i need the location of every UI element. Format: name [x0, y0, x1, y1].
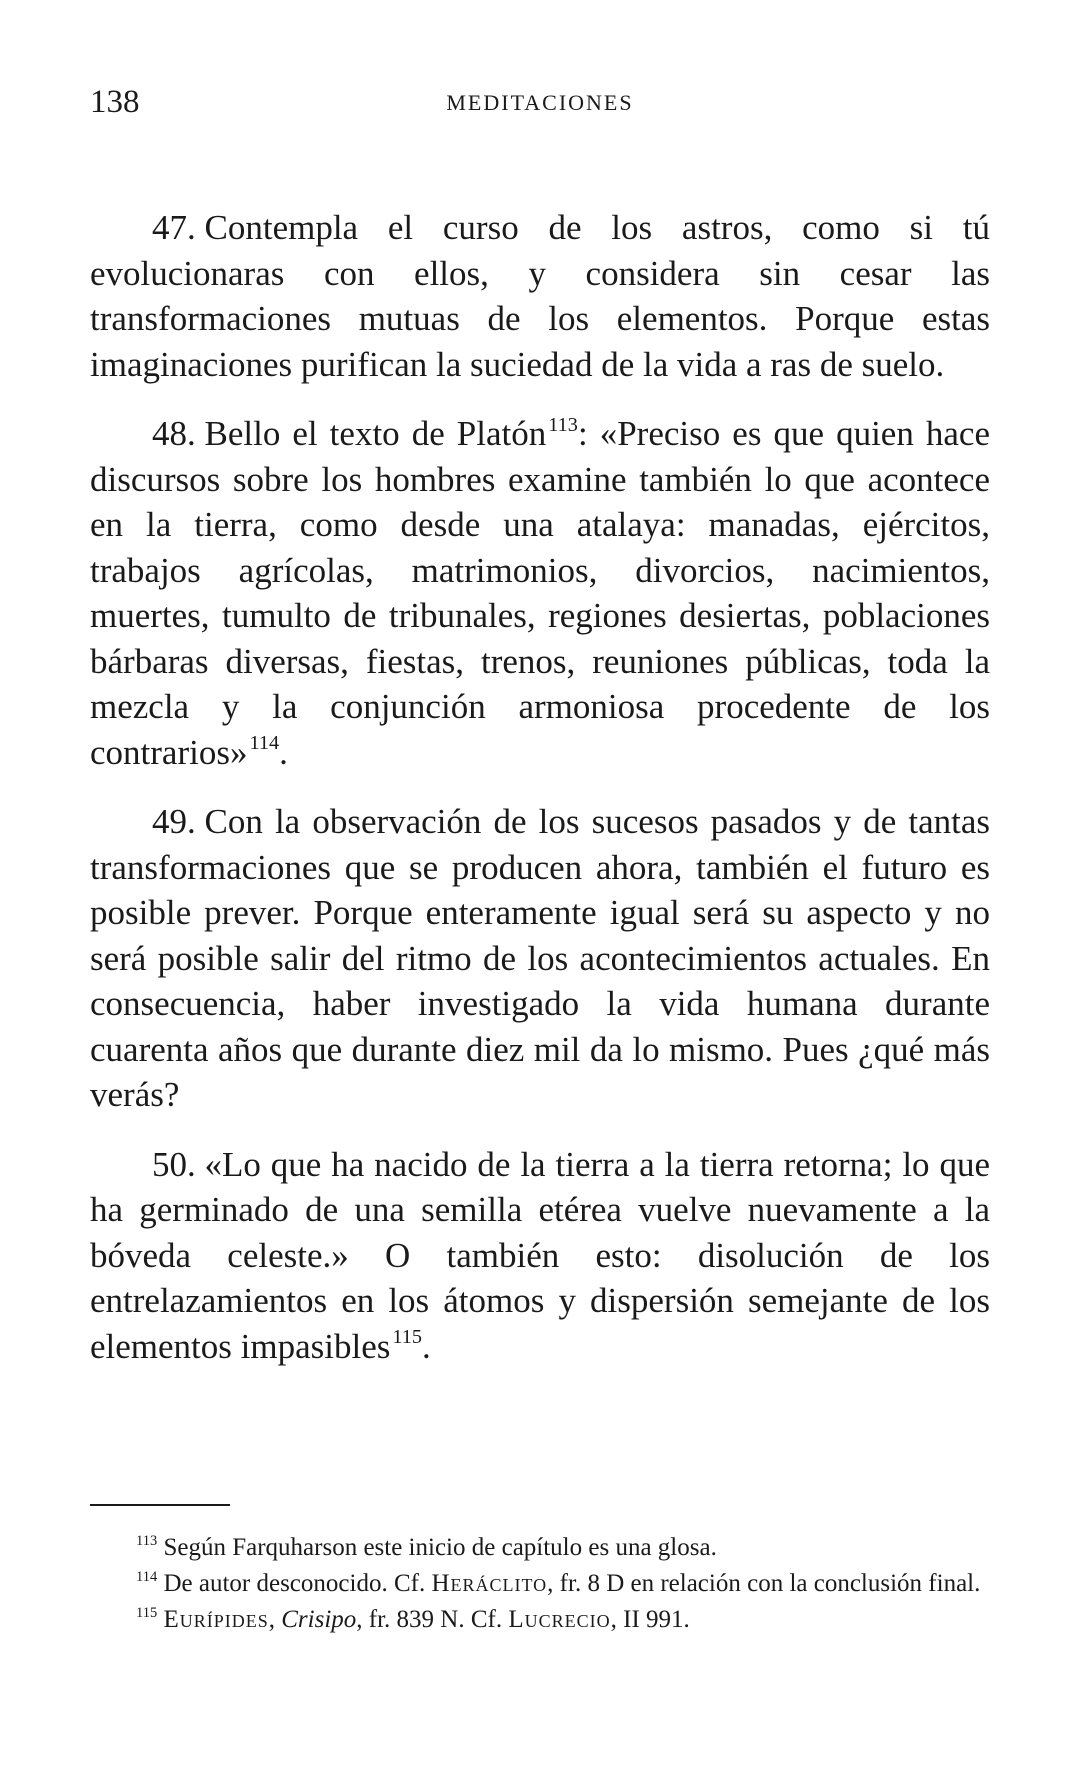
footnote-author: Heráclito [431, 1570, 548, 1597]
footnote-text: , [268, 1606, 275, 1633]
paragraph-48 [90, 411, 990, 775]
footnote-text: Según Farquharson este inicio de capítulo es una glosa. [163, 1534, 717, 1561]
footnote-115 [90, 1602, 990, 1638]
page-header [90, 78, 990, 126]
footnote-work-title: Crisipo [281, 1606, 357, 1633]
paragraph-text: . [422, 1326, 431, 1366]
paragraph-47 [90, 205, 990, 387]
footnote-text: , II 991. [610, 1606, 690, 1633]
footnote-113 [90, 1530, 990, 1566]
paragraph-number: 50. [152, 1144, 196, 1184]
footnote-ref-115: 115 [392, 1326, 423, 1349]
running-head: MEDITACIONES [446, 90, 634, 115]
paragraph-number: 48. [152, 414, 196, 453]
footnotes [90, 1530, 990, 1638]
paragraph-text: «Lo que ha nacido de la tierra a la tierra retorna; lo que ha germinado de una semilla etérea vuelve nuevamente a la bóveda celeste.» O también esto: disolución de los entrelazamientos en los átomos y dispersión semejante de los elementos impasibles [90, 1144, 990, 1366]
paragraph-text: : «Preciso es que quien hace discursos sobre los hombres examine también lo que acontece en la tierra, como desde una atalaya: manadas, ejércitos, trabajos agrícolas, matrimonios, divorcios, nacimientos, muertes, tumulto de tribunales, regiones desiertas, poblaciones bárbaras diversas, fiestas, trenos, reuniones públicas, toda la mezcla y la conjunción armoniosa procedente de los contrarios» [90, 414, 991, 772]
footnote-author: Eurípides [163, 1606, 269, 1633]
footnote-author: Lucrecio [508, 1606, 611, 1633]
footnote-ref-114: 114 [249, 732, 280, 755]
paragraph-text: Con la observación de los sucesos pasados y de tantas transformaciones que se producen ahora, también el futuro es posible prever. Porque enteramente igual será su aspecto y no será posible salir del ritmo de los acontecimientos actuales. En consecuencia, haber investigado la vida humana durante cuarenta años que durante diez mil da lo mismo. Pues ¿qué más verás? [90, 802, 990, 1114]
footnote-ref-113: 113 [548, 413, 578, 436]
main-text [90, 205, 990, 1393]
paragraph-number: 49. [152, 802, 196, 841]
paragraph-50 [90, 1142, 990, 1370]
paragraph-number: 47. [152, 208, 196, 247]
footnote-marker: 113 [136, 1532, 158, 1549]
paragraph-text: . [279, 732, 288, 772]
footnote-text: De autor desconocido. Cf. [163, 1570, 426, 1597]
footnote-text: , fr. 839 N. Cf. [356, 1606, 503, 1633]
paragraph-49 [90, 799, 990, 1118]
footnote-marker: 115 [136, 1604, 158, 1621]
page-number: 138 [90, 84, 140, 120]
footnote-divider [90, 1504, 230, 1506]
footnote-marker: 114 [136, 1568, 158, 1585]
paragraph-text: Bello el texto de Platón [204, 414, 547, 453]
paragraph-text: Contempla el curso de los astros, como si tú evolucionaras con ellos, y considera sin cesar las transformaciones mutuas de los elementos. Porque estas imaginaciones purifican la suciedad de la vida a ras de suelo. [90, 208, 990, 384]
footnote-text: , fr. 8 D en relación con la conclusión final. [547, 1570, 981, 1597]
footnote-114 [90, 1566, 990, 1602]
